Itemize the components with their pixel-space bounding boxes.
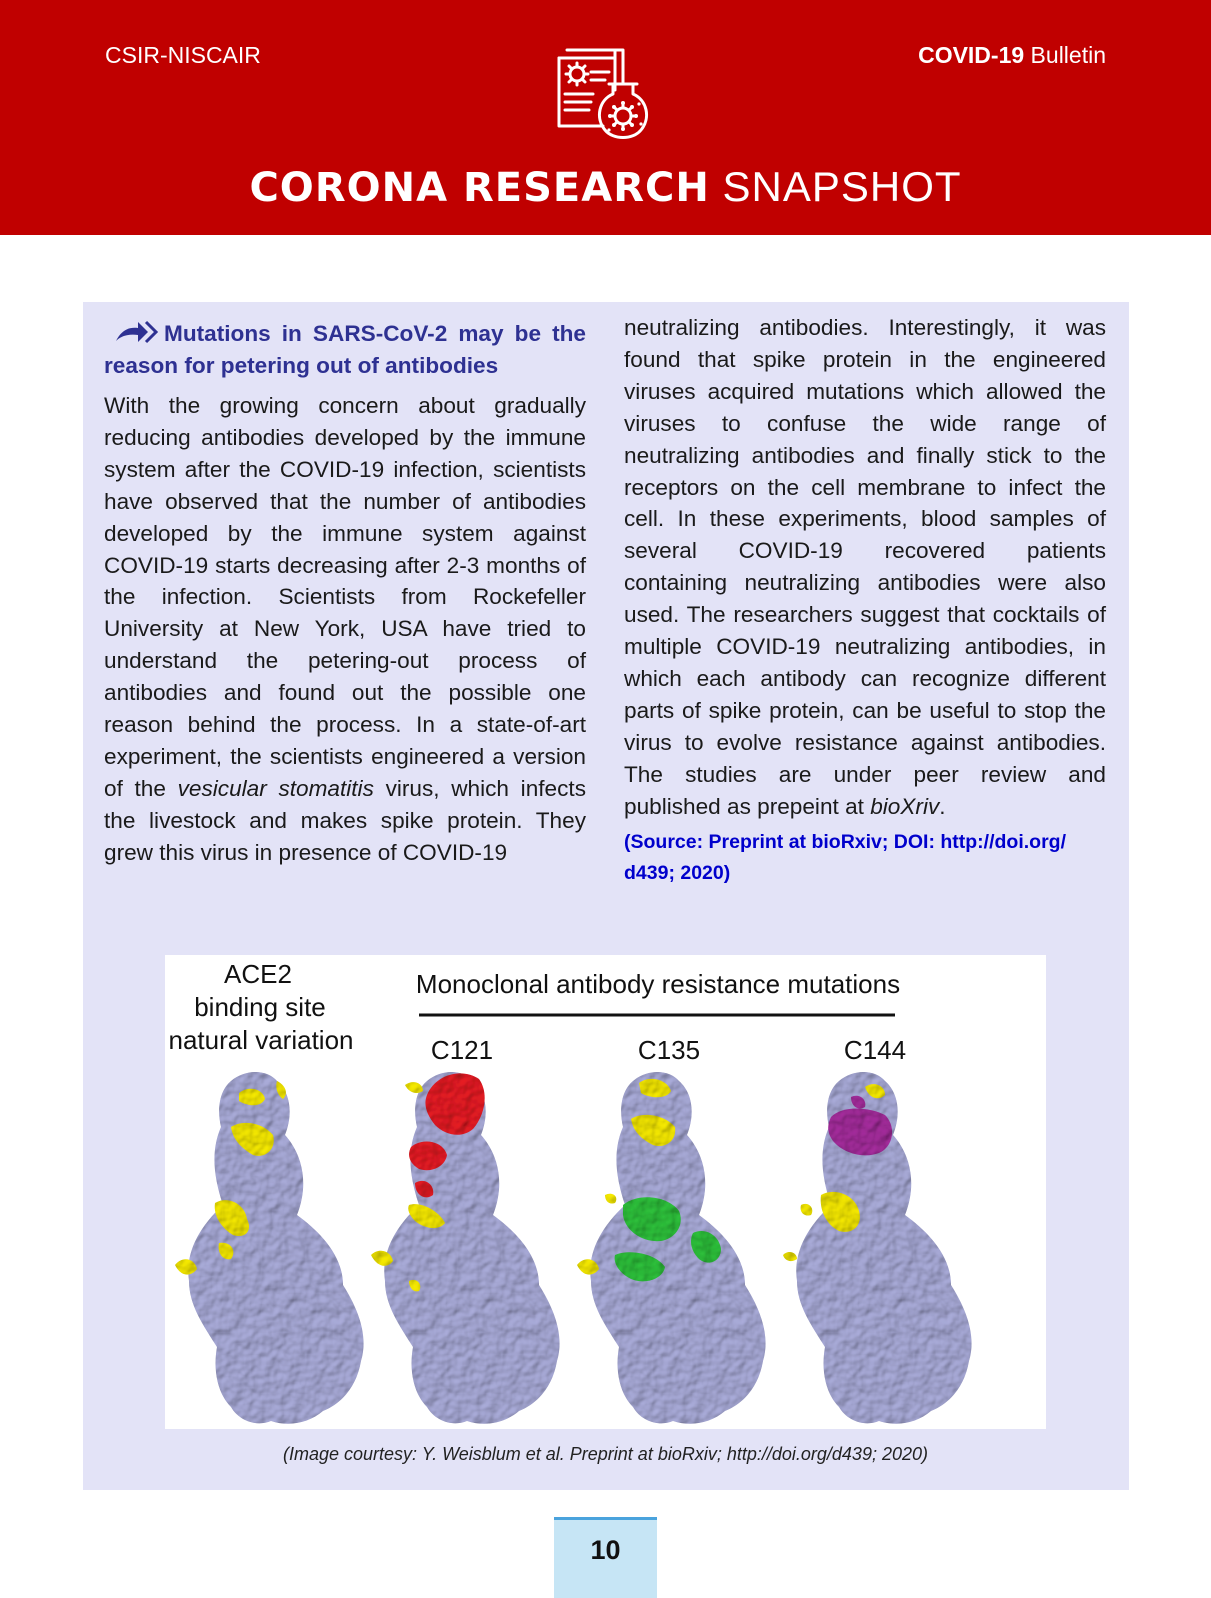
page-title-bold: CORONA RESEARCH: [249, 165, 710, 211]
article-column-left: [104, 390, 586, 869]
antibody-label-c135: C135: [637, 1035, 701, 1065]
right-body-italic: bioXriv: [870, 793, 940, 819]
protein-structure-c121: [371, 1072, 560, 1424]
figure-caption: (Image courtesy: Y. Weisblum et al. Preprint at bioRxiv; http://doi.org/d439; 2020): [282, 1444, 928, 1464]
bulletin-name-bold: COVID-19: [918, 42, 1025, 68]
article-title-text: Mutations in SARS-CoV-2 may be the reason for petering out of antibodies: [104, 321, 586, 378]
header-banner: [0, 0, 1211, 235]
page-title-rest: SNAPSHOT: [709, 163, 962, 210]
organization-name: CSIR-NISCAIR: [105, 42, 261, 68]
page-number: 10: [590, 1535, 621, 1565]
protein-structure-c135: [577, 1072, 766, 1424]
left-body-text-end: virus, which infects the livestock and makes spike protein. They grew this virus in presence of COVID-19: [104, 775, 586, 865]
double-arrow-icon: [114, 319, 160, 345]
right-body-end: .: [939, 793, 946, 819]
figure-graphic: [165, 955, 1046, 1429]
research-flask-virus-icon: [553, 44, 653, 142]
antibody-label-c121: C121: [430, 1035, 494, 1065]
protein-structure-c144: [783, 1072, 972, 1424]
left-body-text: With the growing concern about gradually reducing antibodies developed by the immune system after the COVID-19 infection, scientists have observed that the number of antibodies developed by the immune system against COVID-19 starts decreasing after 2-3 months of the infection. Scientists from Rockefeller University at New York, USA have tried to understand the petering-out process of antibodies and found out the possible one reason behind the process. In a state-of-art experiment, the scientists engineered a version of the: [104, 393, 586, 801]
protein-structure-ace2: [175, 1072, 364, 1424]
antibody-label-c144: C144: [843, 1035, 907, 1065]
right-body-text: neutralizing antibodies. Interestingly, it was found that spike protein in the engineered viruses acquired mutations which allowed the viruses to confuse the wide range of neutralizing antibodies and finally stick to the receptors on the cell membrane to infect the cell. In these experiments, blood samples of several COVID-19 recovered patients containing neutralizing antibodies were also used. The researchers suggest that cocktails of multiple COVID-19 neutralizing antibodies, in which each antibody can recognize different parts of spike protein, can be useful to stop the virus to evolve resistance against antibodies. The studies are under peer review and published as prepeint at: [624, 315, 1106, 819]
ace2-label-line3: natural variation: [168, 1025, 354, 1055]
source-citation: (Source: Preprint at bioRxiv; DOI: http://doi.org/ d439; 2020): [624, 830, 1066, 884]
figure-antibody-mutations: [165, 955, 1046, 1429]
page-title: [0, 163, 1211, 211]
bulletin-name: [918, 42, 1106, 69]
page-number-box: [554, 1517, 657, 1598]
monoclonal-label: Monoclonal antibody resistance mutations: [415, 969, 901, 999]
article-column-right: [624, 312, 1106, 889]
bulletin-name-rest: Bulletin: [1024, 42, 1106, 68]
left-body-italic: vesicular stomatitis: [177, 775, 374, 801]
article-title: [104, 318, 586, 382]
ace2-label-line2: binding site: [194, 992, 326, 1022]
ace2-label-line1: ACE2: [224, 959, 292, 989]
